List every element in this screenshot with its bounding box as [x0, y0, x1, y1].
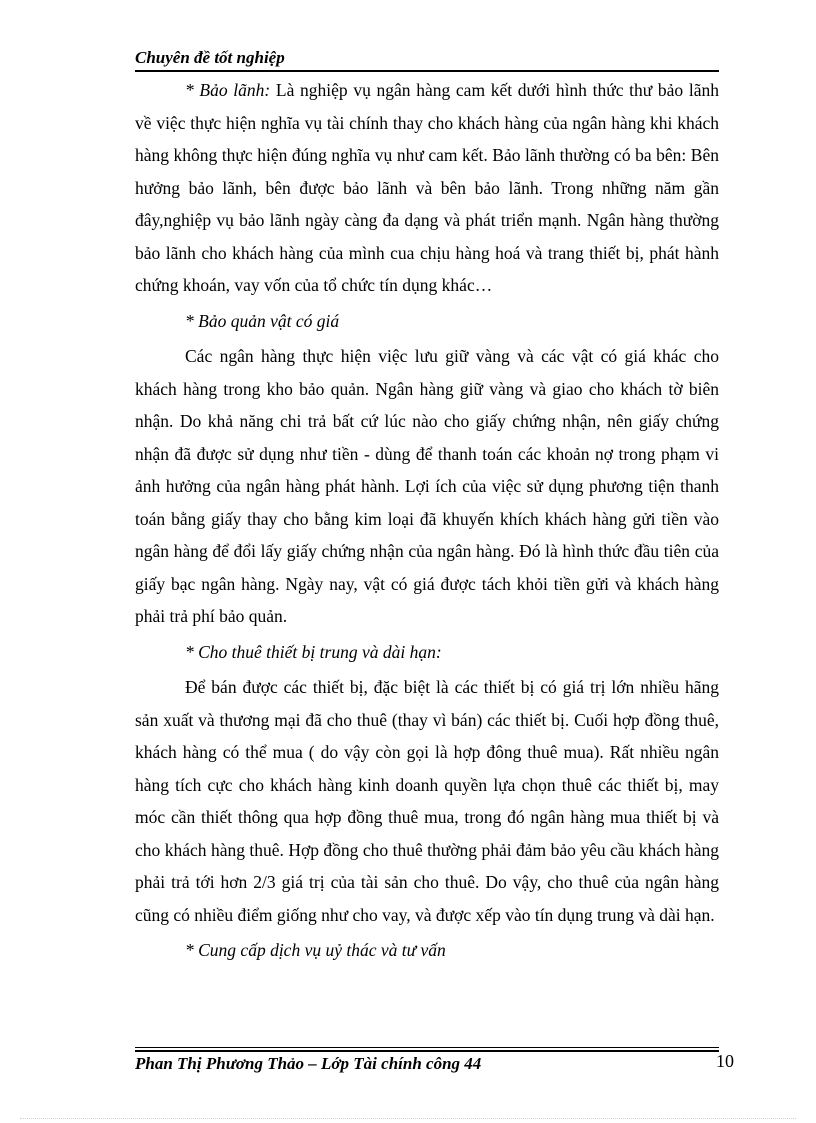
- page-bottom-edge: [20, 1118, 796, 1119]
- section-heading: * Cung cấp dịch vụ uỷ thác và tư vấn: [185, 940, 446, 960]
- paragraph-text: Là nghiệp vụ ngân hàng cam kết dưới hình thức thư bảo lãnh về việc thực hiện nghĩa vụ tài chính thay cho khách hàng của ngân hàng khi khách hàng không thực hiện đúng nghĩa vụ như cam kết. Bảo lãnh thường có ba bên: Bên hưởng bảo lãnh, bên được bảo lãnh và bên bảo lãnh. Trong những năm gần đây,nghiệp vụ bảo lãnh ngày càng đa dạng và phát triển mạnh. Ngân hàng thường bảo lãnh cho khách hàng của mình cua chịu hàng hoá và trang thiết bị, phát hành chứng khoán, vay vốn của tổ chức tín dụng khác…: [135, 80, 719, 295]
- footer-author: Phan Thị Phương Thảo – Lớp Tài chính công 44: [135, 1054, 482, 1073]
- header-title: Chuyên đề tốt nghiệp: [135, 48, 285, 67]
- footer-divider: [135, 1047, 719, 1048]
- paragraph-lead: * Bảo lãnh:: [185, 80, 271, 100]
- section-heading: * Bảo quản vật có giá: [185, 310, 340, 331]
- paragraph-bao-quan: Các ngân hàng thực hiện việc lưu giữ vàng và các vật có giá khác cho khách hàng trong kho bảo quản. Ngân hàng giữ vàng và giao cho khách tờ biên nhận. Do khả năng chi trả bất cứ lúc nào cho giấy chứng nhận, nên giấy chứng nhận đã được sử dụng như tiền - dùng để thanh toán các khoản nợ trong phạm vi ảnh hưởng của ngân hàng phát hành. Lợi ích của việc sử dụng phương tiện thanh toán bằng giấy thay cho bằng kim loại đã khuyến khích khách hàng gửi tiền vào ngân hàng để đổi lấy giấy chứng nhận của ngân hàng. Đó là hình thức đầu tiên của giấy bạc ngân hàng. Ngày nay, vật có giá được tách khỏi tiền gửi và khách hàng phải trả phí bảo quản.: [135, 346, 719, 626]
- paragraph-bao-lanh: [135, 74, 719, 302]
- page-number: 10: [716, 1051, 734, 1071]
- section-heading: * Cho thuê thiết bị trung và dài hạn:: [185, 641, 442, 662]
- footer-divider-thick: [135, 1050, 719, 1052]
- document-body: [135, 74, 719, 967]
- header-divider: [135, 70, 719, 72]
- paragraph-cho-thue: Để bán được các thiết bị, đặc biệt là các thiết bị có giá trị lớn nhiều hãng sản xuất và thương mại đã cho thuê (thay vì bán) các thiết bị. Cuối hợp đồng thuê, khách hàng có thể mua ( do vậy còn gọi là hợp đông thuê mua). Rất nhiều ngân hàng tích cực cho khách hàng kinh doanh quyền lựa chọn thuê các thiết bị, may móc cần thiết thông qua hợp đồng thuê mua, trong đó ngân hàng mua thiết bị và cho khách hàng thuê. Hợp đồng cho thuê thường phải đảm bảo yêu cầu khách hàng phải trả tới hơn 2/3 giá trị của tài sản cho thuê. Do vậy, cho thuê của ngân hàng cũng có nhiều điểm giống như cho vay, và được xếp vào tín dụng trung và dài hạn.: [135, 677, 719, 925]
